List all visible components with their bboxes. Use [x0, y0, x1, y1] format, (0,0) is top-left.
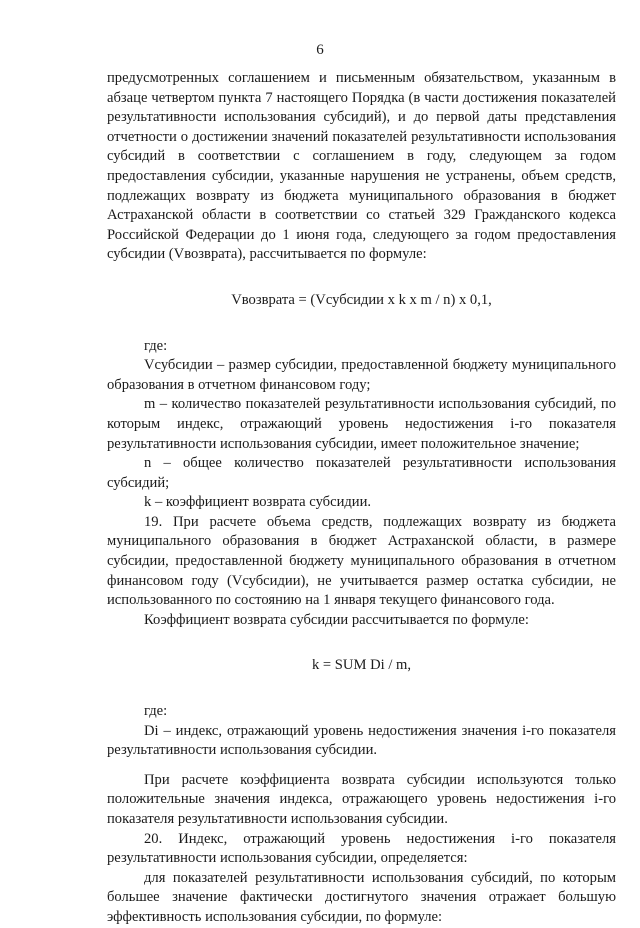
paragraph-20: 20. Индекс, отражающий уровень недостижения i-го показателя результативности использования субсидии, определяется:	[107, 830, 616, 867]
page-number: 6	[316, 42, 324, 58]
definition-n: n – общее количество показателей результативности использования субсидий;	[107, 455, 616, 491]
definition-di: Di – индекс, отражающий уровень недостижения значения i-го показателя результативности использования субсидии.	[107, 722, 616, 759]
definition-m: m – количество показателей результативности использования субсидий, по которым индекс, отражающий уровень недостижения i-го показателя результативности использования субсидии, имеет положительное значение;	[107, 396, 616, 452]
paragraph-coefficient: Коэффициент возврата субсидии рассчитывается по формуле:	[144, 611, 529, 628]
document-body	[107, 69, 616, 928]
paragraph-return-volume: предусмотренных соглашением и письменным обязательством, указанным в абзаце четвертом пункта 7 настоящего Порядка (в части достижения показателей результативности использования субсидий), и до первой даты представления отчетности о достижении значений показателей результативности использования субсидий в соответствии с соглашением в году, следующем за годом предоставления субсидии, указанные нарушения не устранены, объем средств, подлежащих возврату из бюджета муниципального образования в бюджет Астраханской области в соответствии со статьей 329 Гражданского кодекса Российской Федерации до 1 июня года, следующего за годом предоставления субсидии (Vвозврата), рассчитывается по формуле:	[107, 70, 616, 263]
where-label: где:	[144, 337, 168, 354]
definition-v-subsidy: Vсубсидии – размер субсидии, предоставленной бюджету муниципального образования в отчетном финансовом году;	[107, 357, 616, 393]
formula-coefficient: k = SUM Di / m,	[311, 657, 412, 674]
paragraph-calculation: При расчете коэффициента возврата субсидии используются только положительные значения индекса, отражающего уровень недостижения i-го показателя результативности использования субсидии.	[107, 771, 616, 827]
definition-k: k – коэффициент возврата субсидии.	[144, 494, 372, 511]
where-label-2: где:	[144, 703, 168, 720]
formula-return: Vвозврата = (Vсубсидии x k x m / n) x 0,1,	[231, 291, 492, 308]
paragraph-indicators: для показателей результативности использования субсидий, по которым большее значение фактически достигнутого значения отражает большую эффективность использования субсидии, по формуле:	[107, 869, 616, 925]
paragraph-19: 19. При расчете объема средств, подлежащих возврату из бюджета муниципального образования в бюджет Астраханской области, в размере субсидии, предоставленной бюджету муниципального образования в отчетном финансовом году (Vсубсидии), не учитывается размер остатка субсидии, не использованного по состоянию на 1 января текущего финансового года.	[107, 513, 616, 609]
